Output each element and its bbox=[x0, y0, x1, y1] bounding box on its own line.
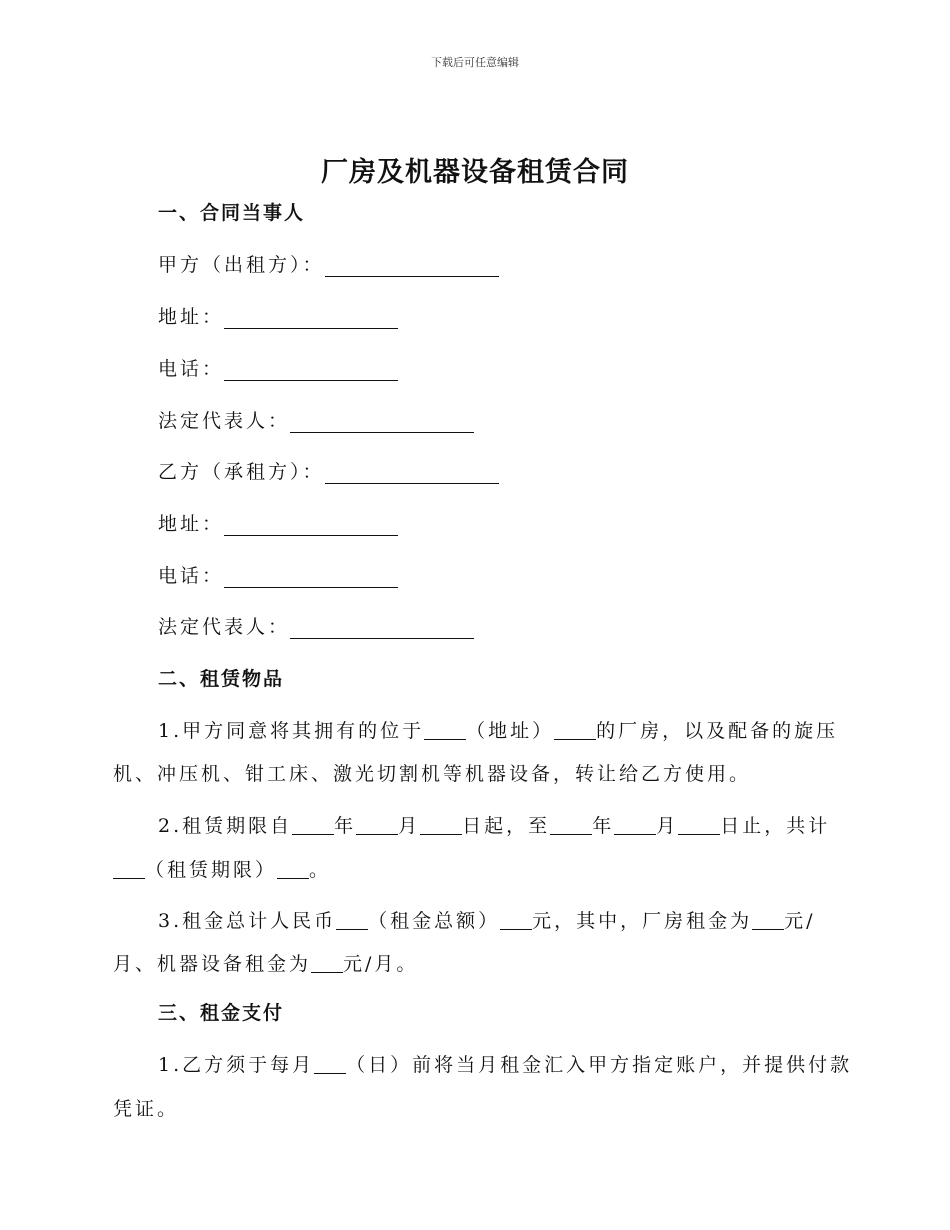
fill-blank bbox=[678, 816, 720, 835]
party-b-field bbox=[158, 457, 499, 484]
fill-blank bbox=[614, 816, 656, 835]
clause-2-3-line-1 bbox=[158, 906, 816, 933]
party-a-field bbox=[158, 250, 499, 277]
text-run: 2.租赁期限自 bbox=[158, 815, 293, 837]
fill-blank bbox=[290, 413, 474, 433]
text-run: 1.乙方须于每月 bbox=[158, 1054, 315, 1076]
party-b-phone-field bbox=[158, 561, 398, 588]
clause-2-3-line-2 bbox=[113, 949, 418, 976]
text-run: 年 bbox=[592, 815, 615, 837]
fill-blank bbox=[420, 816, 462, 835]
fill-blank bbox=[554, 721, 596, 740]
clause-2-2-line-2 bbox=[113, 855, 331, 882]
party-a-representative-field bbox=[158, 406, 474, 433]
text-run: 的厂房，以及配备的旋压 bbox=[596, 720, 839, 742]
fill-blank bbox=[292, 816, 334, 835]
text-run: 月 bbox=[398, 815, 421, 837]
field-label: 电话： bbox=[158, 565, 225, 587]
fill-blank bbox=[752, 911, 784, 930]
text-run: 3.租金总计人民币 bbox=[158, 910, 337, 932]
page-header: 下载后可任意编辑 bbox=[431, 56, 519, 69]
fill-blank bbox=[224, 309, 398, 329]
text-run: 日止，共计 bbox=[720, 815, 831, 837]
fill-blank bbox=[311, 954, 343, 973]
document-title: 厂房及机器设备租赁合同 bbox=[321, 157, 629, 188]
text-run: （地址） bbox=[466, 720, 555, 742]
fill-blank bbox=[336, 911, 368, 930]
party-a-phone-field bbox=[158, 354, 398, 381]
section-heading-leased-items: 二、租赁物品 bbox=[158, 668, 285, 690]
text-run: 日起，至 bbox=[462, 815, 551, 837]
fill-blank bbox=[277, 860, 309, 879]
party-b-representative-field bbox=[158, 612, 474, 639]
fill-blank bbox=[500, 911, 532, 930]
fill-blank bbox=[325, 464, 499, 484]
clause-2-1-line-1 bbox=[158, 716, 838, 743]
text-run: 月、机器设备租金为 bbox=[113, 953, 312, 975]
field-label: 电话： bbox=[158, 358, 225, 380]
text-run: （租赁期限） bbox=[145, 859, 278, 881]
clause-3-1-line-2: 凭证。 bbox=[113, 1098, 180, 1120]
text-run: （租金总额） bbox=[368, 910, 501, 932]
field-label: 法定代表人： bbox=[158, 616, 291, 638]
text-run: 元/ bbox=[784, 910, 816, 932]
party-a-address-field bbox=[158, 302, 398, 329]
text-run: （日）前将当月租金汇入甲方指定账户，并提供付款 bbox=[346, 1054, 853, 1076]
clause-2-2-line-1 bbox=[158, 811, 830, 838]
fill-blank bbox=[224, 361, 398, 381]
field-label: 甲方（出租方）： bbox=[158, 254, 325, 276]
fill-blank bbox=[113, 860, 145, 879]
fill-blank bbox=[290, 619, 474, 639]
field-label: 法定代表人： bbox=[158, 410, 291, 432]
fill-blank bbox=[314, 1055, 346, 1074]
field-label: 地址： bbox=[158, 306, 225, 328]
text-run: 元/月。 bbox=[343, 953, 419, 975]
text-run: 年 bbox=[334, 815, 357, 837]
fill-blank bbox=[424, 721, 466, 740]
section-heading-rent-payment: 三、租金支付 bbox=[158, 1002, 285, 1024]
text-run: 1.甲方同意将其拥有的位于 bbox=[158, 720, 425, 742]
clause-2-1-line-2: 机、冲压机、钳工床、激光切割机等机器设备，转让给乙方使用。 bbox=[113, 763, 752, 785]
party-b-address-field bbox=[158, 509, 398, 536]
clause-3-1-line-1 bbox=[158, 1050, 852, 1077]
fill-blank bbox=[325, 257, 499, 277]
field-label: 乙方（承租方）： bbox=[158, 461, 325, 483]
fill-blank bbox=[224, 516, 398, 536]
fill-blank bbox=[356, 816, 398, 835]
text-run: 月 bbox=[656, 815, 679, 837]
section-heading-parties: 一、合同当事人 bbox=[158, 202, 306, 224]
fill-blank bbox=[224, 568, 398, 588]
field-label: 地址： bbox=[158, 513, 225, 535]
text-run: 。 bbox=[309, 859, 332, 881]
text-run: 元，其中，厂房租金为 bbox=[532, 910, 753, 932]
fill-blank bbox=[550, 816, 592, 835]
